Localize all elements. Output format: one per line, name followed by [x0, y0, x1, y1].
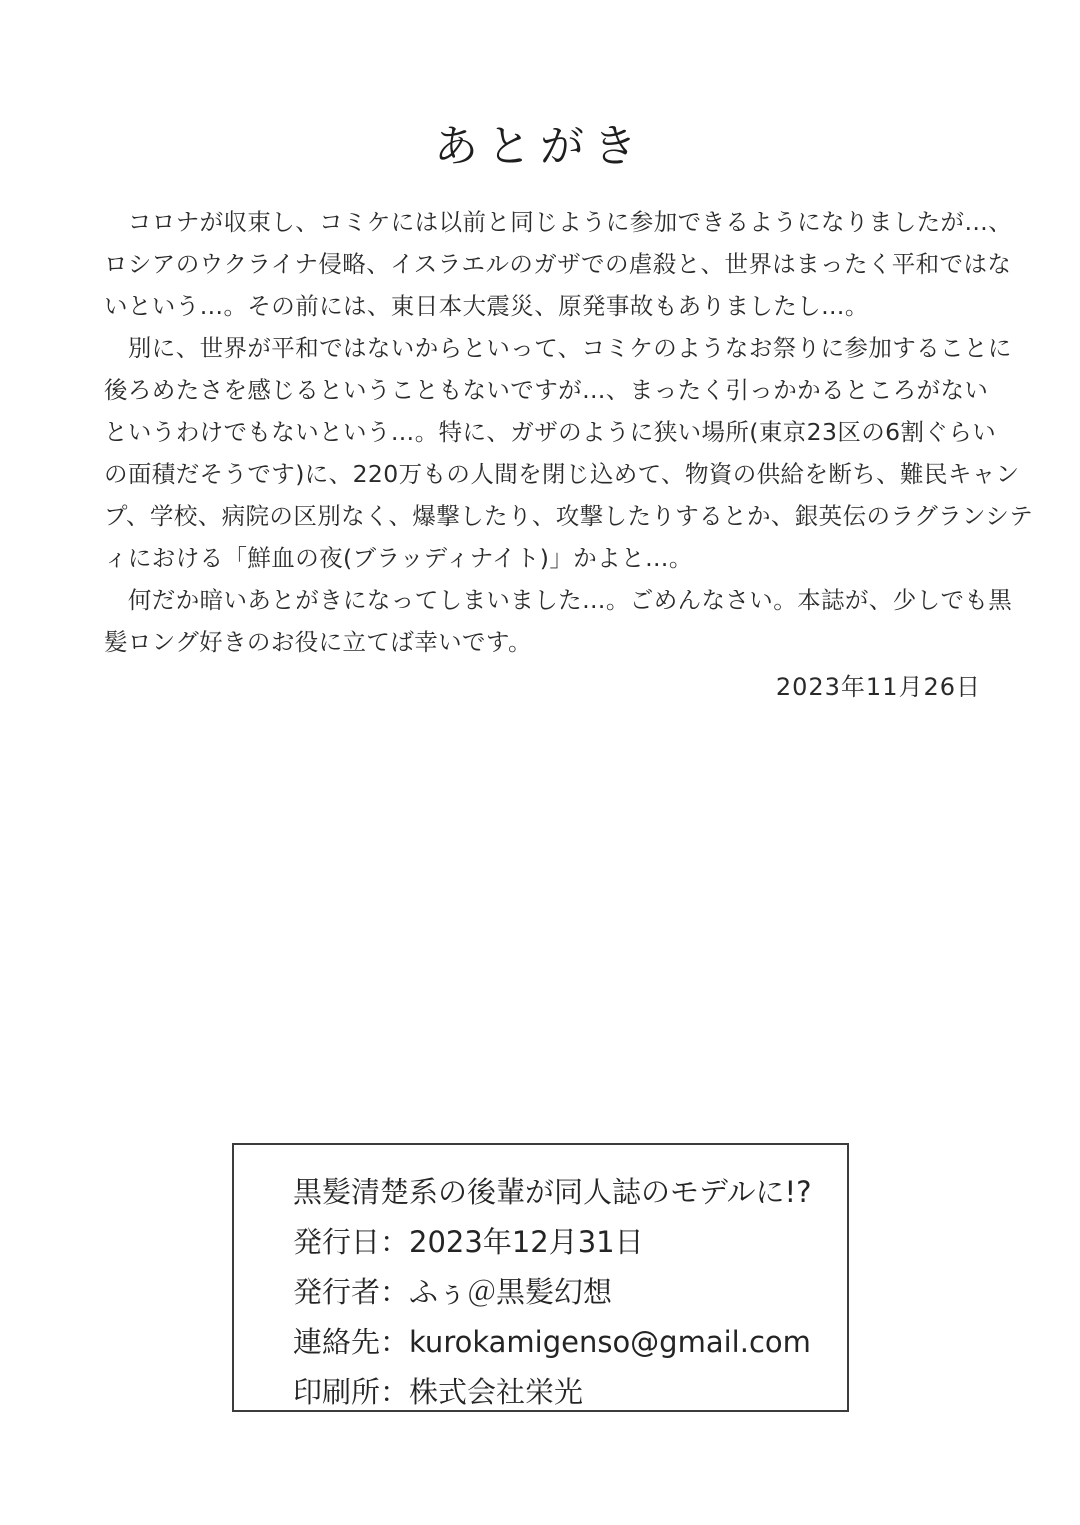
afterword-line: 何だか暗いあとがきになってしまいました…。ごめんなさい。本誌が、少しでも黒	[104, 586, 1013, 614]
colophon-label: 発行者	[293, 1275, 381, 1309]
afterword-line: 髪ロング好きのお役に立てば幸いです。	[104, 628, 532, 656]
colophon-box	[232, 1143, 849, 1412]
afterword-line: プ、学校、病院の区別なく、爆撃したり、攻撃したりするとか、銀英伝のラグランシテ	[104, 502, 1034, 530]
colophon-value: ふぅ＠黒髪幻想	[409, 1275, 613, 1309]
afterword-line: というわけでもないという…。特に、ガザのように狭い場所(東京23区の6割ぐらい	[104, 418, 997, 446]
colophon-label: 印刷所	[293, 1375, 381, 1409]
colophon-value: 株式会社栄光	[409, 1375, 584, 1409]
colophon-row	[293, 1217, 837, 1267]
colophon-book-title: 黒髪清楚系の後輩が同人誌のモデルに!?	[293, 1175, 812, 1209]
afterword-line: の面積だそうです)に、220万もの人間を閉じ込めて、物資の供給を断ち、難民キャン	[104, 460, 1020, 488]
colophon-value: 2023年12月31日	[409, 1225, 644, 1259]
afterword-line: 別に、世界が平和ではないからといって、コミケのようなお祭りに参加することに	[104, 334, 1012, 362]
colophon-separator: ：	[380, 1275, 410, 1309]
colophon-row	[293, 1367, 837, 1417]
afterword-body	[104, 201, 1034, 663]
afterword-line: いという…。その前には、東日本大震災、原発事故もありましたし…。	[104, 292, 869, 320]
page-title: あとがき	[434, 121, 646, 172]
afterword-date: 2023年11月26日	[775, 673, 981, 701]
colophon-separator: ：	[380, 1325, 410, 1359]
colophon-row	[293, 1267, 837, 1317]
colophon-contact-email: kurokamigenso@gmail.com	[409, 1325, 811, 1359]
afterword-line: ロシアのウクライナ侵略、イスラエルのガザでの虐殺と、世界はまったく平和ではな	[104, 250, 1012, 278]
colophon-label: 発行日	[293, 1225, 381, 1259]
afterword-line: 後ろめたさを感じるということもないですが…、まったく引っかかるところがない	[104, 376, 989, 404]
afterword-line: コロナが収束し、コミケには以前と同じように参加できるようになりましたが…、	[104, 208, 1013, 236]
afterword-line: ィにおける「鮮血の夜(ブラッディナイト)」かよと…。	[104, 544, 693, 572]
colophon-separator: ：	[380, 1375, 410, 1409]
colophon-separator: ：	[380, 1225, 410, 1259]
colophon-row	[293, 1317, 837, 1367]
colophon-label: 連絡先	[293, 1325, 381, 1359]
